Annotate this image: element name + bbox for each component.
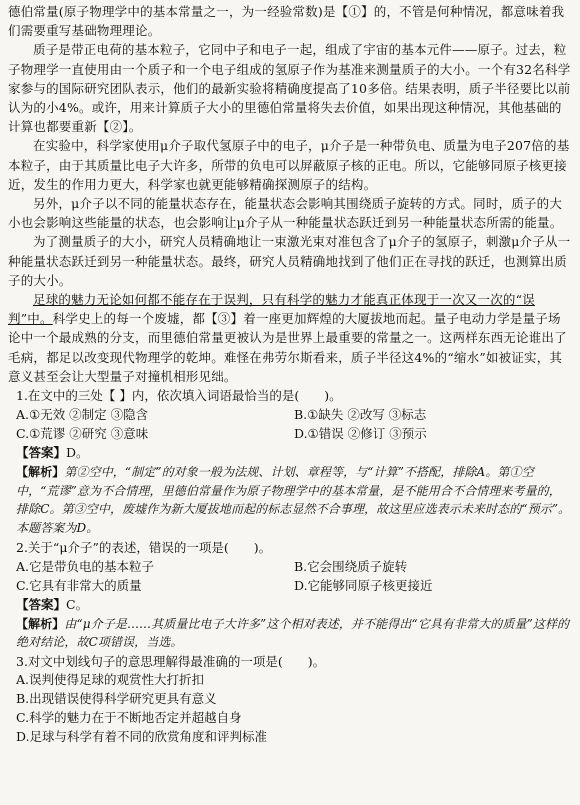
explanation-text: 由“μ介子是……其质量比电子大许多”这个相对表述，并不能得出“它具有非常大的质量”这样的绝对结论，故C项错误，当选。 [16, 616, 570, 650]
q2-option-b: B.它会围绕质子旋转 [294, 559, 408, 575]
q2-explanation [16, 615, 572, 653]
answer-value: C。 [66, 597, 89, 613]
explanation-text: 第②空中，“制定”的对象一般为法规、计划、章程等，与“计算”不搭配，排除A。第①空中，“荒谬”意为不合情理，里德伯常量作为原子物理学中的基本常量，是不能用合不合情理来考量的，排除C。第③空中，废墟作为新大厦拔地而起的标志显然不合事理，故这里应选表示未来时态的“预示”。本题答案为D。 [16, 464, 571, 536]
q3-option-b: B.出现错误使得科学研究更具有意义 [16, 691, 217, 707]
q2-option-c: C.它具有非常大的质量 [16, 578, 142, 594]
question-2-stem: 2.关于“μ介子”的表述，错误的一项是( )。 [16, 539, 272, 555]
answer-tag: 【答案】 [16, 445, 67, 461]
q1-option-c: C.①荒谬 ②研究 ③意味 [16, 426, 149, 442]
q2-option-a: A.它是带负电的基本粒子 [16, 559, 155, 575]
passage-paragraph-4: 为了测量质子的大小，研究人员精确地让一束激光束对准包含了μ介子的氢原子，刺激μ介子从一种能量状态跃迁到另一种能量状态。最终，研究人员精确地找到了他们正在寻找的跃迁，也测算出质子的大小。 [8, 234, 571, 288]
explanation-tag: 【解析】 [16, 616, 65, 631]
answer-tag: 【答案】 [16, 597, 67, 613]
q1-option-a: A.①无效 ②制定 ③隐含 [16, 407, 149, 423]
question-1-options [16, 405, 572, 443]
q3-option-d: D.足球与科学有着不同的欣赏角度和评判标准 [16, 728, 268, 744]
question-1-stem: 1.在文中的三处【 】内，依次填入词语最恰当的是( )。 [16, 388, 342, 404]
question-3-stem: 3.对文中划线句子的意思理解得最准确的一项是( )。 [16, 654, 326, 670]
q2-option-d: D.它能够同原子核更接近 [294, 578, 433, 594]
question-2-options [16, 557, 572, 595]
paragraph-5-rest: 科学史上的每一个废墟，都【③】着一座更加辉煌的大厦拔地而起。量子电动力学是量子场论中一个最成熟的分支，而里德伯常量更被认为是世界上最重要的常量之一。这两样东西无论谁出了毛病，都足以改变现代物理学的乾坤。难怪在弗劳尔斯看来，质子半径这4%的“缩水”如被证实，其意义甚至会让大型量子对撞机相形见绌。 [8, 311, 567, 384]
q2-answer [16, 595, 572, 615]
q1-option-b: B.①缺失 ②改写 ③标志 [294, 407, 427, 423]
q1-option-d: D.①错误 ②修订 ③预示 [294, 426, 427, 442]
passage-paragraph-3: 另外，μ介子以不同的能量状态存在，能量状态会影响其围绕质子旋转的方式。同时，质子的大小也会影响这些能量的状态，也会影响让μ介子从一种能量状态跃迁到另一种能量状态所需的能量。 [8, 196, 563, 231]
q3-option-a: A.误判使得足球的观赏性大打折扣 [16, 672, 205, 688]
q1-answer [16, 443, 572, 463]
underlined-sentence: 足球的魅力无论如何都不能存在于误判，只有科学的魅力才能真正体现于一次又一次的“误判”中。 [8, 292, 535, 327]
passage-paragraph-2: 在实验中，科学家使用μ介子取代氢原子中的电子，μ介子是一种带负电、质量为电子207倍的基本粒子，由于其质量比电子大许多，所带的负电可以屏蔽原子核的正电。所以，它能够同原子核更接近，发生的作用力更大，科学家也就更能够精确探测原子的结构。 [8, 138, 570, 192]
passage-paragraph-1: 质子是带正电荷的基本粒子，它同中子和电子一起，组成了宇宙的基本元件——原子。过去，粒子物理学一直使用由一个质子和一个电子组成的氢原子作为基准来测量质子的大小。一个有32名科学家参与的国际研究团队表示，他们的最新实验将精确度提高了10多倍。结果表明，质子半径要比以前认为的小4%。或许，用来计算质子大小的里德伯常量将失去价值，如果出现这种情况，其他基础的计算也都要重新【②】。 [8, 42, 571, 135]
explanation-tag: 【解析】 [16, 464, 65, 479]
answer-value: D。 [66, 445, 89, 461]
passage-paragraph-5 [8, 290, 572, 386]
passage-paragraph-0: 德伯常量(原子物理学中的基本常量之一，为一经验常数)是【①】的，不管是何种情况，都意味着我们需要重写基础物理理论。 [8, 4, 565, 39]
q3-option-c: C.科学的魅力在于不断地否定并超越自身 [16, 710, 242, 726]
q1-explanation [16, 463, 572, 538]
